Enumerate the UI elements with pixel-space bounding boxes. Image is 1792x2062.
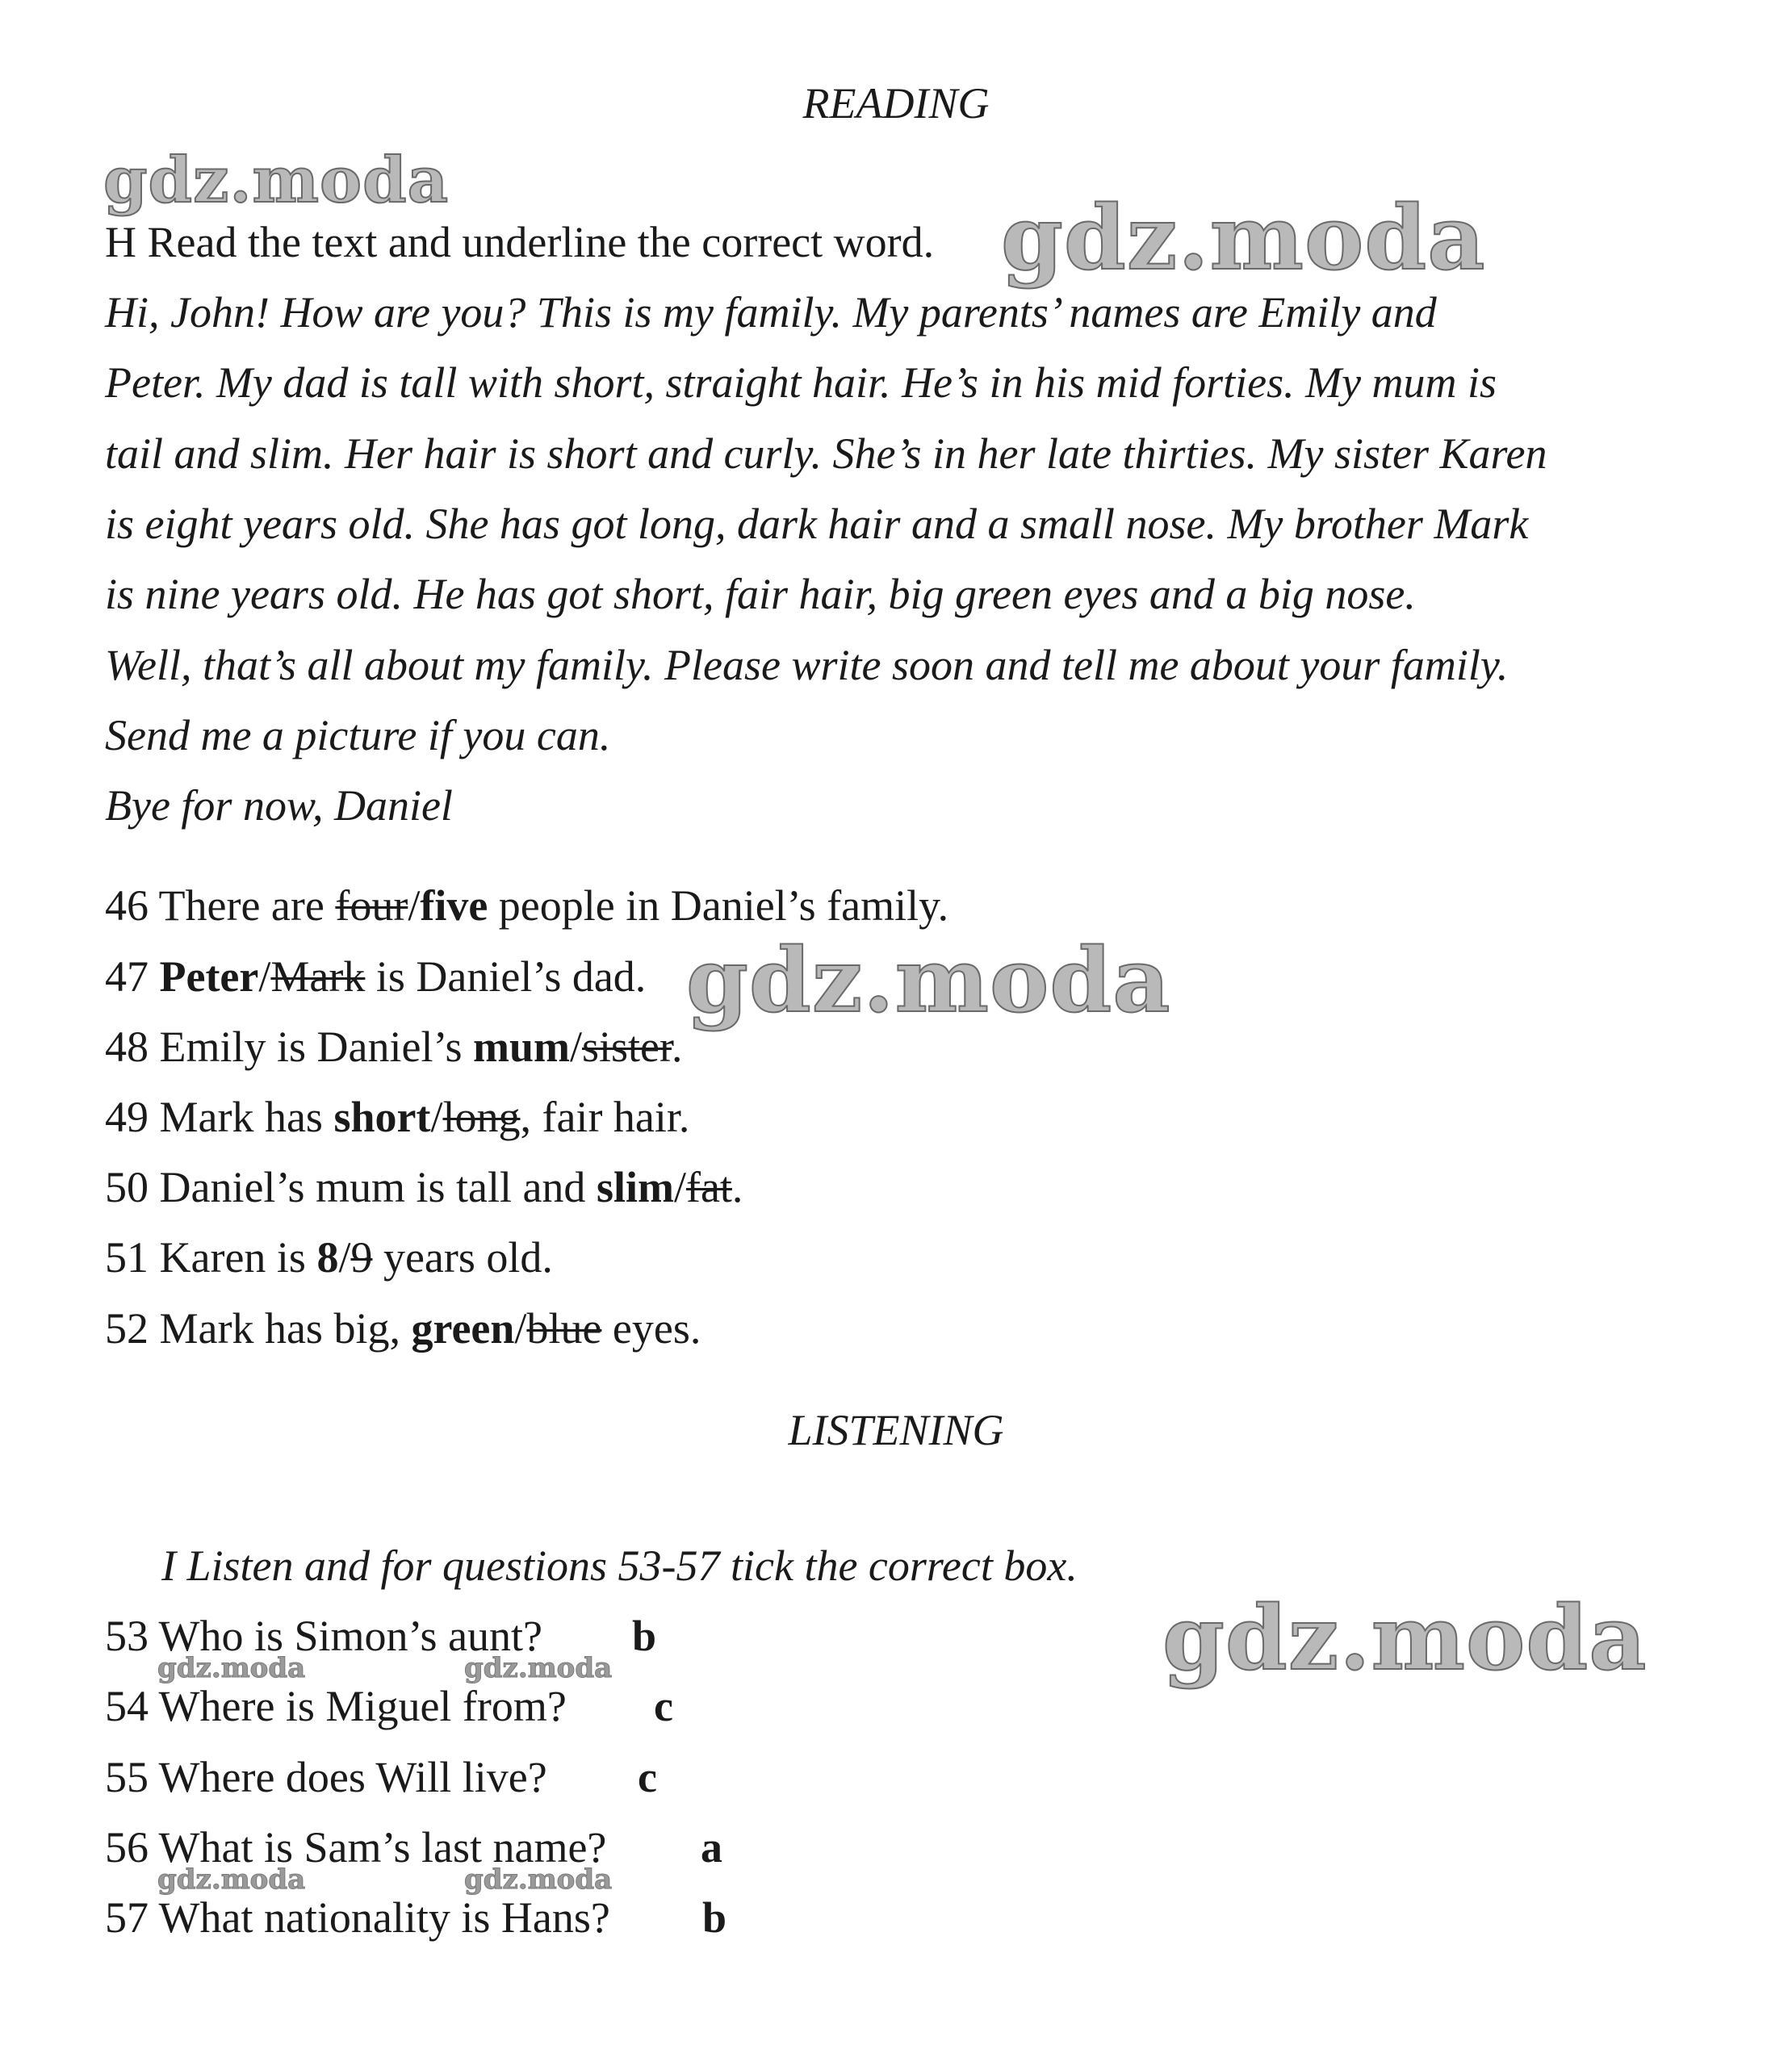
question-57: 57 What nationality is Hans? [105,1893,610,1942]
option-a[interactable]: 8 [316,1233,339,1282]
item-post: eyes. [601,1304,701,1353]
item-post: . [672,1023,683,1071]
option-a[interactable]: mum [472,1023,570,1071]
watermark: gdz.moda [464,1652,613,1684]
item-52: 52 Mark has big, green/blue eyes. [105,1304,701,1353]
watermark: gdz.moda [1001,186,1486,290]
item-post: years old. [372,1233,553,1282]
letter-line-1: Hi, John! How are you? This is my family. My parents’ names are Emily and [105,288,1437,337]
watermark: gdz.moda [1162,1586,1648,1690]
letter-line-5: is nine years old. He has got short, fair hair, big green eyes and a big nose. [105,570,1416,618]
answer-55: c [638,1753,657,1801]
item-pre: Mark has big, [149,1304,412,1353]
watermark: gdz.moda [157,1652,306,1684]
item-51: 51 Karen is 8/9 years old. [105,1233,553,1282]
option-b[interactable]: 9 [350,1233,373,1282]
option-b[interactable]: five [420,881,488,930]
answer-56: a [701,1823,722,1872]
item-number: 46 [105,881,149,930]
item-number: 51 [105,1233,149,1282]
option-a[interactable]: Peter [159,952,259,1001]
question-54: 54 Where is Miguel from? [105,1682,567,1730]
item-post: , fair hair. [520,1093,690,1141]
reading-heading: READING [802,79,990,128]
question-53: 53 Who is Simon’s aunt? [105,1612,543,1660]
question-56: 56 What is Sam’s last name? [105,1823,607,1872]
option-b[interactable]: fat [685,1163,732,1211]
item-pre: Mark has [149,1093,334,1141]
item-pre [149,952,160,1001]
item-50: 50 Daniel’s mum is tall and slim/fat. [105,1163,743,1211]
option-a[interactable]: slim [596,1163,674,1211]
item-47: 47 Peter/Mark is Daniel’s dad. [105,952,647,1001]
item-number: 47 [105,952,149,1001]
item-49: 49 Mark has short/long, fair hair. [105,1093,690,1141]
option-b[interactable]: long [442,1093,521,1141]
reading-task: H Read the text and underline the correct word. [105,218,935,266]
option-b[interactable]: Mark [270,952,366,1001]
letter-line-8: Bye for now, Daniel [105,781,453,830]
listening-task: I Listen and for questions 53-57 tick the correct box. [161,1541,1078,1590]
item-number: 49 [105,1093,149,1141]
answer-57: b [702,1893,727,1942]
question-55: 55 Where does Will live? [105,1753,547,1801]
item-post: is Daniel’s dad. [365,952,647,1001]
item-number: 50 [105,1163,149,1211]
item-pre: Karen is [149,1233,317,1282]
answer-54: c [654,1682,673,1730]
watermark: gdz.moda [686,928,1171,1032]
item-pre: There are [149,881,336,930]
item-number: 52 [105,1304,149,1353]
item-48: 48 Emily is Daniel’s mum/sister. [105,1023,683,1071]
option-b[interactable]: sister [581,1023,672,1071]
option-a[interactable]: short [333,1093,431,1141]
letter-line-3: tail and slim. Her hair is short and curly. She’s in her late thirties. My sister Karen [105,429,1547,478]
option-b[interactable]: blue [526,1304,602,1353]
listening-heading: LISTENING [788,1406,1004,1454]
watermark: gdz.moda [157,1863,306,1896]
option-a[interactable]: four [335,881,408,930]
item-pre: Emily is Daniel’s [149,1023,473,1071]
watermark: gdz.moda [103,144,450,217]
item-46: 46 There are four/five people in Daniel’s family. [105,881,949,930]
item-post: . [731,1163,743,1211]
item-pre: Daniel’s mum is tall and [149,1163,597,1211]
letter-line-6: Well, that’s all about my family. Please write soon and tell me about your family. [105,641,1509,689]
watermark: gdz.moda [464,1863,613,1896]
item-number: 48 [105,1023,149,1071]
letter-line-2: Peter. My dad is tall with short, straight hair. He’s in his mid forties. My mum is [105,358,1497,407]
letter-line-4: is eight years old. She has got long, dark hair and a small nose. My brother Mark [105,500,1529,548]
answer-53: b [632,1612,657,1660]
option-a[interactable]: green [411,1304,515,1353]
item-post: people in Daniel’s family. [488,881,949,930]
letter-line-7: Send me a picture if you can. [105,711,611,759]
